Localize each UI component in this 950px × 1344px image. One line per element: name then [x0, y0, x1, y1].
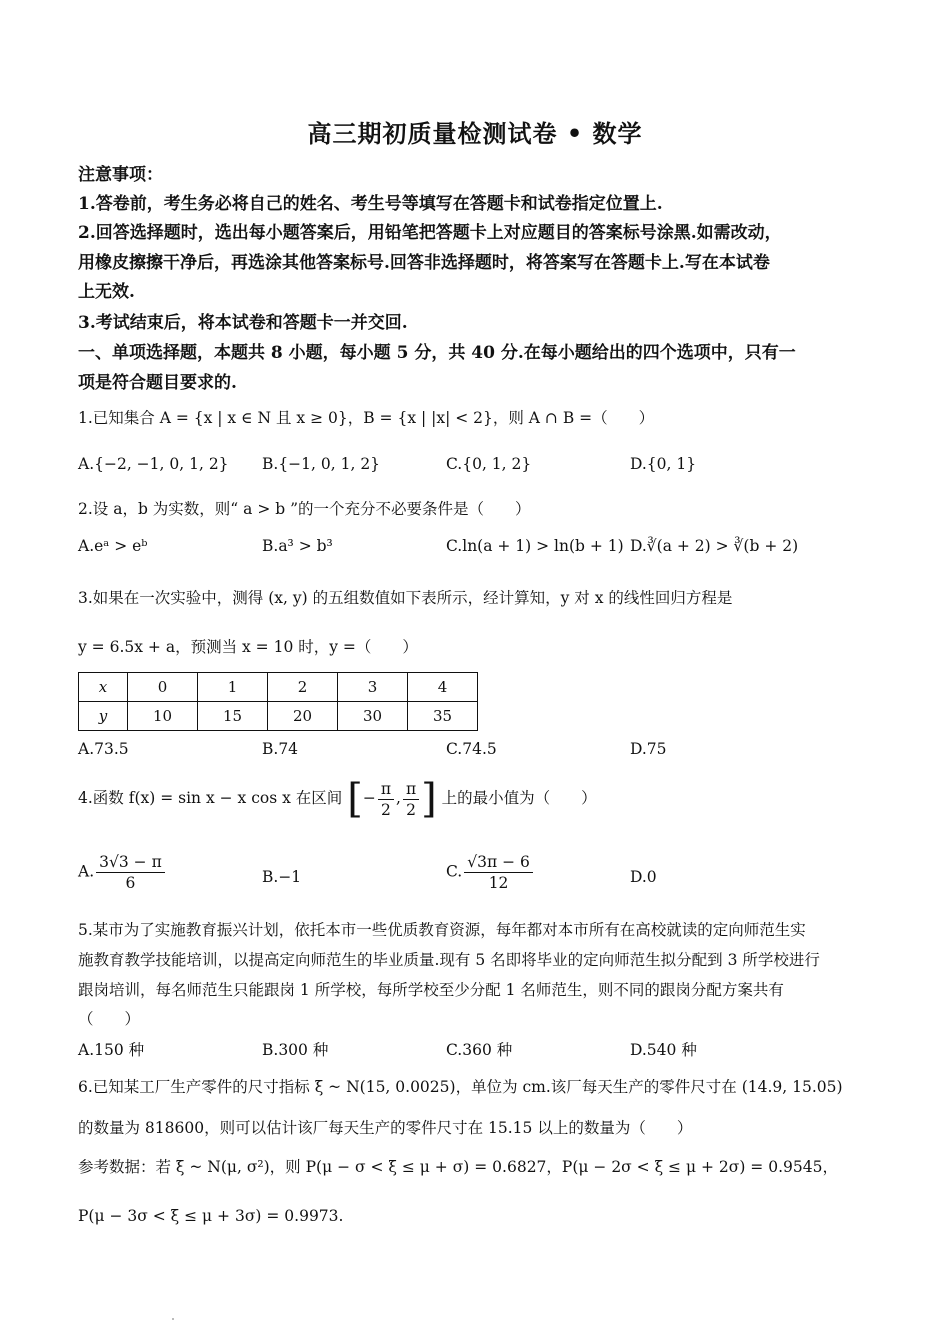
fraction-denominator: 6 [125, 874, 136, 892]
question-2-option-c: C.ln(a + 1) > ln(b + 1) [446, 537, 624, 555]
question-2-option-b: B.a³ > b³ [262, 537, 333, 555]
question-2-stem: 2.设 a，b 为实数，则“ a > b ”的一个充分不必要条件是（ ） [78, 500, 531, 518]
notice-item-2-line-3: 上无效. [78, 282, 135, 302]
fraction-denominator: 2 [380, 800, 391, 819]
fraction-denominator: 12 [488, 874, 509, 892]
question-3-stem-line-2: y = 6.5x + a，预测当 x = 10 时，y =（ ） [78, 638, 418, 656]
question-6-line-1: 6.已知某工厂生产零件的尺寸指标 ξ ~ N(15, 0.0025)，单位为 cm.该厂每天生产的零件尺寸在 (14.9, 15.05) [78, 1078, 843, 1096]
table-cell: 10 [128, 702, 198, 731]
question-1-option-a: A.{−2, −1, 0, 1, 2} [78, 455, 229, 473]
question-3-data-table [78, 672, 478, 731]
left-bracket: [ [347, 776, 363, 822]
table-cell: 1 [198, 673, 268, 702]
question-4-stem-suffix: 上的最小值为（ ） [441, 789, 597, 807]
table-row [79, 673, 478, 702]
question-4-option-c [446, 852, 535, 893]
question-4-stem [78, 773, 597, 824]
right-bracket: ] [421, 776, 437, 822]
table-cell: 35 [408, 702, 478, 731]
question-6-line-3: 参考数据：若 ξ ~ N(μ, σ²)，则 P(μ − σ < ξ ≤ μ + σ) = 0.6827，P(μ − 2σ < ξ ≤ μ + 2σ) = 0.9545， [78, 1158, 838, 1176]
question-6-line-4: P(μ − 3σ < ξ ≤ μ + 3σ) = 0.9973. [78, 1207, 344, 1225]
option-a-fraction [96, 852, 165, 893]
question-5-option-d: D.540 种 [630, 1041, 697, 1059]
table-cell: 15 [198, 702, 268, 731]
question-5-option-a: A.150 种 [78, 1041, 145, 1059]
scan-dot [172, 1318, 174, 1320]
question-4-option-d: D.0 [630, 868, 657, 886]
interval-comma: , [396, 789, 401, 807]
question-1-option-d: D.{0, 1} [630, 455, 697, 473]
notice-item-1: 1.答卷前，考生务必将自己的姓名、考生号等填写在答题卡和试卷指定位置上. [78, 194, 663, 214]
question-4-stem-prefix: 4.函数 f(x) = sin x − x cos x 在区间 [78, 789, 343, 807]
notice-item-2-line-2: 用橡皮擦擦干净后，再选涂其他答案标号.回答非选择题时，将答案写在答题卡上.写在本试卷 [78, 253, 770, 273]
fraction-numerator: √3π − 6 [464, 852, 533, 873]
notice-item-3: 3.考试结束后，将本试卷和答题卡一并交回. [78, 313, 408, 333]
question-3-option-a: A.73.5 [78, 740, 129, 758]
table-cell: y [79, 702, 128, 731]
table-cell: 3 [338, 673, 408, 702]
question-5-line-4: （ ） [78, 1010, 141, 1028]
table-cell: 30 [338, 702, 408, 731]
table-cell: 2 [268, 673, 338, 702]
question-5-line-2: 施教育教学技能培训，以提高定向师范生的毕业质量.现有 5 名即将毕业的定向师范生拟分配到 3 所学校进行 [78, 951, 820, 969]
option-c-fraction [464, 852, 533, 893]
question-5-line-1: 5.某市为了实施教育振兴计划，依托本市一些优质教育资源，每年都对本市所有在高校就读的定向师范生实 [78, 921, 806, 939]
question-1-stem: 1.已知集合 A = {x | x ∈ N 且 x ≥ 0}，B = {x | |x| < 2}，则 A ∩ B =（ ） [78, 409, 655, 427]
question-1-option-c: C.{0, 1, 2} [446, 455, 532, 473]
option-label: C. [446, 862, 463, 881]
page-title: 高三期初质量检测试卷 • 数学 [307, 119, 643, 148]
question-1-option-b: B.{−1, 0, 1, 2} [262, 455, 381, 473]
fraction-numerator: 3√3 − π [96, 852, 165, 873]
minus-sign: − [362, 789, 376, 807]
table-row [79, 702, 478, 731]
fraction-numerator: π [403, 779, 419, 800]
option-label: A. [78, 862, 95, 881]
question-6-line-2: 的数量为 818600，则可以估计该厂每天生产的零件尺寸在 15.15 以上的数量为（ ） [78, 1119, 693, 1137]
question-4-option-b: B.−1 [262, 868, 302, 886]
question-5-line-3: 跟岗培训，每名师范生只能跟岗 1 所学校，每所学校至少分配 1 名师范生，则不同的跟岗分配方案共有 [78, 981, 784, 999]
question-5-option-b: B.300 种 [262, 1041, 329, 1059]
table-cell: 4 [408, 673, 478, 702]
question-2-option-a: A.eᵃ > eᵇ [78, 537, 148, 555]
fraction-denominator: 2 [406, 800, 416, 819]
notice-heading: 注意事项： [78, 165, 163, 185]
question-3-stem-line-1: 3.如果在一次实验中，测得 (x, y) 的五组数值如下表所示，经计算知，y 对 x 的线性回归方程是 [78, 589, 733, 607]
section-heading-line-2: 项是符合题目要求的. [78, 373, 237, 393]
question-3-option-b: B.74 [262, 740, 299, 758]
notice-item-2-line-1: 2.回答选择题时，选出每小题答案后，用铅笔把答题卡上对应题目的答案标号涂黑.如需改动， [78, 223, 782, 243]
section-heading-line-1: 一、单项选择题，本题共 8 小题，每小题 5 分，共 40 分.在每小题给出的四个选项中，只有一 [78, 343, 796, 363]
question-5-option-c: C.360 种 [446, 1041, 513, 1059]
interval-right-fraction [403, 779, 419, 820]
table-cell: x [79, 673, 128, 702]
interval-left-fraction [378, 779, 394, 820]
table-cell: 0 [128, 673, 198, 702]
question-3-option-d: D.75 [630, 740, 667, 758]
fraction-numerator: π [378, 779, 394, 800]
question-3-option-c: C.74.5 [446, 740, 497, 758]
question-4-option-a [78, 852, 167, 893]
question-2-option-d: D.∛(a + 2) > ∛(b + 2) [630, 537, 799, 555]
table-cell: 20 [268, 702, 338, 731]
